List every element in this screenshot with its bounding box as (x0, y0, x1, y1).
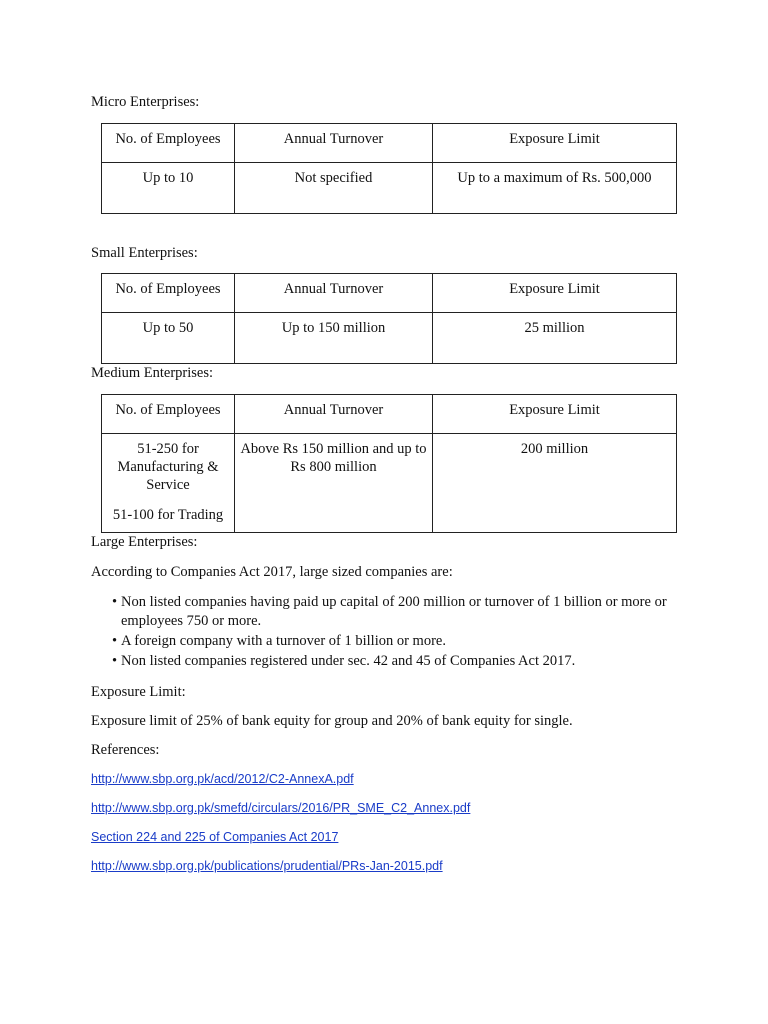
table-header-row (102, 395, 677, 434)
header-cell: Annual Turnover (235, 274, 433, 313)
table-cell: 25 million (433, 313, 677, 364)
micro-heading: Micro Enterprises: (91, 94, 200, 110)
table-cell: Not specified (235, 163, 433, 214)
list-item: • Non listed companies having paid up capital of 200 million or turnover of 1 billion or more or employees 750 or more. (112, 594, 667, 629)
table-header-row (102, 274, 677, 313)
table-cell (102, 434, 235, 533)
bullet-icon: • (112, 633, 118, 649)
medium-heading: Medium Enterprises: (91, 365, 214, 381)
table-cell: Up to a maximum of Rs. 500,000 (433, 163, 677, 214)
reference-link[interactable]: http://www.sbp.org.pk/acd/2012/C2-AnnexA.pdf (91, 772, 354, 786)
employees-manufacturing: 51-250 for Manufacturing & Service (117, 441, 219, 493)
table-cell: Up to 10 (102, 163, 235, 214)
header-cell: Exposure Limit (433, 274, 677, 313)
table-cell: Up to 50 (102, 313, 235, 364)
header-cell: Exposure Limit (433, 124, 677, 163)
small-table (101, 273, 677, 364)
header-cell: No. of Employees (102, 395, 235, 434)
large-intro: According to Companies Act 2017, large sized companies are: (91, 564, 453, 580)
table-row (102, 163, 677, 214)
table-row (102, 313, 677, 364)
reference-link[interactable]: Section 224 and 225 of Companies Act 2017 (91, 830, 339, 844)
micro-table (101, 123, 677, 214)
table-cell: 200 million (433, 434, 677, 533)
large-criteria-list (91, 593, 691, 672)
references-heading: References: (91, 742, 160, 758)
medium-table (101, 394, 677, 533)
header-cell: Annual Turnover (235, 395, 433, 434)
header-cell: Exposure Limit (433, 395, 677, 434)
header-cell: No. of Employees (102, 124, 235, 163)
large-heading: Large Enterprises: (91, 534, 198, 550)
reference-link[interactable]: http://www.sbp.org.pk/smefd/circulars/2016/PR_SME_C2_Annex.pdf (91, 801, 471, 815)
exposure-heading: Exposure Limit: (91, 684, 186, 700)
table-row (102, 434, 677, 533)
bullet-icon: • (112, 594, 118, 610)
list-item: • A foreign company with a turnover of 1 billion or more. (112, 633, 446, 649)
table-header-row (102, 124, 677, 163)
list-item: • Non listed companies registered under sec. 42 and 45 of Companies Act 2017. (112, 653, 576, 669)
reference-link[interactable]: http://www.sbp.org.pk/publications/prudential/PRs-Jan-2015.pdf (91, 859, 443, 873)
small-heading: Small Enterprises: (91, 245, 198, 261)
header-cell: No. of Employees (102, 274, 235, 313)
exposure-text: Exposure limit of 25% of bank equity for group and 20% of bank equity for single. (91, 713, 573, 729)
employees-trading: 51-100 for Trading (112, 507, 224, 523)
header-cell: Annual Turnover (235, 124, 433, 163)
table-cell: Up to 150 million (235, 313, 433, 364)
table-cell: Above Rs 150 million and up to Rs 800 million (235, 434, 433, 533)
bullet-icon: • (112, 653, 118, 669)
